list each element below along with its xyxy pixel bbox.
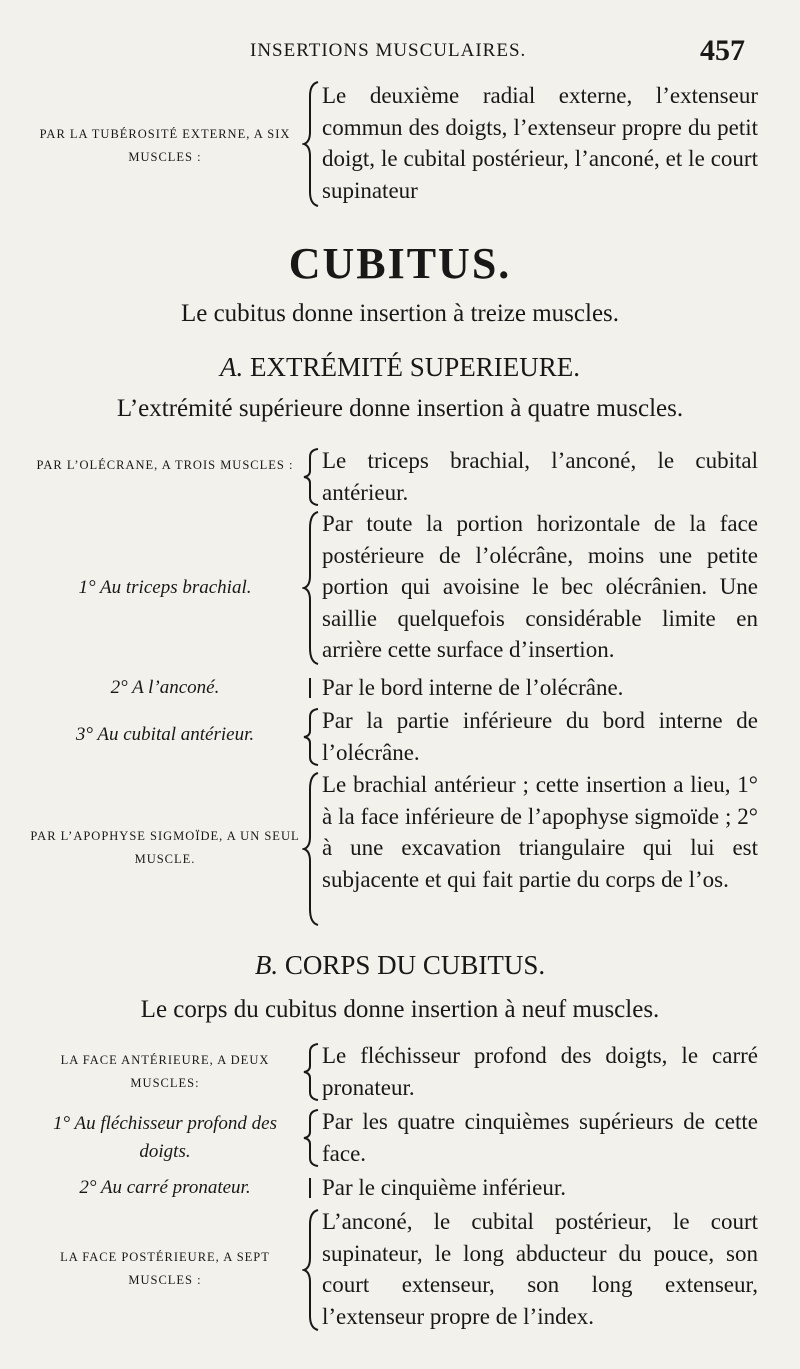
entry-text: Le deuxième radial externe, l’extenseur commun des doigts, l’extenseur propre du petit doigt, le cubital postérieur, l’anconé, et le court supinateur	[322, 83, 758, 203]
entry-label: 1° Au triceps brachial.	[78, 577, 252, 598]
part-a-title: EXTRÉMITÉ SUPERIEURE.	[250, 352, 580, 382]
entry-label: 2° Au carré pronateur.	[79, 1177, 251, 1198]
entry-text: Le brachial antérieur ; cette insertion a lieu, 1° à la face inférieure de l’apophyse sigmoïde ; 2° à une excavation triangulaire qui lui est subjacente et qui fait partie du corps de l’os.	[322, 772, 758, 892]
brace	[302, 1042, 322, 1102]
part-b-intro: Le corps du cubitus donne insertion à neuf muscles.	[140, 996, 660, 1023]
entry-label: 2° A l’anconé.	[110, 677, 220, 698]
page-number: 457	[700, 34, 745, 67]
entry-label: PAR L’OLÉCRANE, A TROIS MUSCLES :	[36, 458, 294, 472]
entry-label: PAR LA TUBÉROSITÉ EXTERNE, A SIX MUSCLES :	[39, 127, 291, 164]
entry-text: Par la partie inférieure du bord interne de l’olécrâne.	[322, 708, 758, 765]
entry-cubital-anterieur	[0, 705, 800, 769]
entry-tuberosite-externe	[0, 80, 800, 210]
brace	[302, 771, 322, 927]
entry-text: Par le cinquième inférieur.	[322, 1175, 566, 1200]
entry-label: 1° Au fléchisseur profond des doigts.	[53, 1113, 277, 1162]
section-intro: Le cubitus donne insertion à treize muscles.	[180, 300, 620, 327]
entry-face-anterieure	[0, 1040, 800, 1104]
part-b-letter: B.	[254, 950, 279, 980]
part-b-heading	[0, 950, 800, 981]
entry-text: Par toute la portion horizontale de la face postérieure de l’olécrâne, moins une petite portion qui avoisine le bec olécrânien. Une saillie quelquefois considérable limite en arrière cette surface d’insertion.	[322, 511, 758, 662]
brace	[302, 80, 322, 208]
brace	[302, 1208, 322, 1332]
entry-text: Le triceps brachial, l’anconé, le cubital antérieur.	[322, 448, 758, 505]
brace	[302, 447, 322, 507]
entry-face-posterieure	[0, 1206, 800, 1334]
entry-text: Le fléchisseur profond des doigts, le carré pronateur.	[322, 1043, 758, 1100]
entry-label: 3° Au cubital antérieur.	[75, 724, 255, 745]
entry-label: LA FACE ANTÉRIEURE, A DEUX MUSCLES:	[60, 1053, 270, 1090]
section-title: CUBITUS.	[288, 239, 512, 288]
entry-flechisseur-profond	[0, 1106, 800, 1170]
entry-ancone	[0, 672, 800, 706]
part-a-heading	[0, 352, 800, 383]
entry-carre-pronateur	[0, 1172, 800, 1206]
bar	[309, 678, 311, 698]
brace	[302, 510, 322, 666]
part-a-intro: L’extrémité supérieure donne insertion à quatre muscles.	[116, 395, 684, 422]
brace	[302, 1108, 322, 1168]
bar	[309, 1178, 311, 1198]
part-a-letter: A.	[220, 352, 244, 382]
entry-text: Par le bord interne de l’olécrâne.	[322, 675, 624, 700]
entry-triceps	[0, 508, 800, 668]
entry-apophyse-sigmoide	[0, 769, 800, 929]
running-head	[0, 36, 800, 72]
running-title: INSERTIONS MUSCULAIRES.	[250, 40, 527, 61]
entry-label: PAR L’APOPHYSE SIGMOÏDE, A UN SEUL MUSCLE.	[30, 829, 300, 866]
part-b-title: CORPS DU CUBITUS.	[284, 950, 546, 980]
entry-text: L’anconé, le cubital postérieur, le court supinateur, le long abducteur du pouce, son court extenseur, son long extenseur, l’extenseur propre de l’index.	[322, 1209, 758, 1329]
entry-label: LA FACE POSTÉRIEURE, A SEPT MUSCLES :	[60, 1250, 270, 1287]
entry-olecrane	[0, 445, 800, 509]
entry-text: Par les quatre cinquièmes supérieurs de cette face.	[322, 1109, 758, 1166]
brace	[302, 707, 322, 767]
